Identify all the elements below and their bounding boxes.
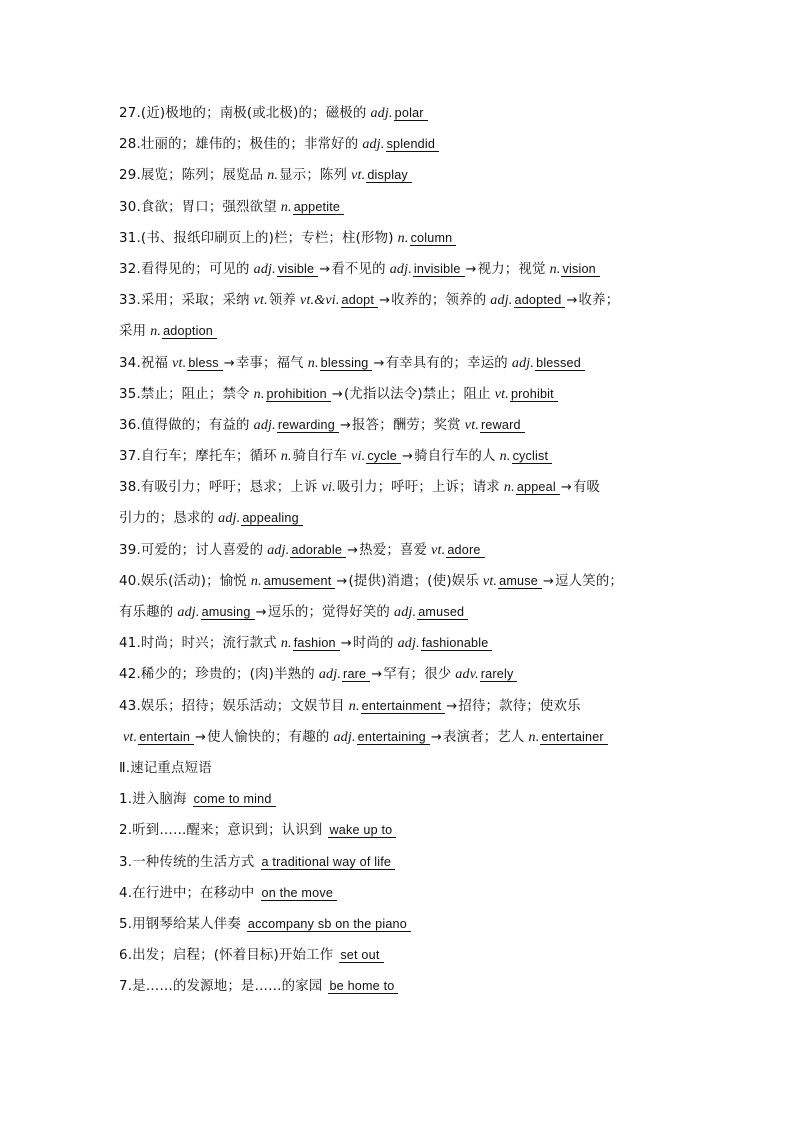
- word-entry-line: [119, 348, 679, 379]
- arrow-icon: →: [223, 355, 235, 371]
- part-of-speech-label: n.: [549, 261, 561, 277]
- chinese-definition: 是……的发源地；是……的家园: [132, 979, 323, 995]
- part-of-speech-label: adj.: [397, 636, 420, 652]
- answer-word: entertain: [138, 730, 194, 745]
- answer-word: cycle: [366, 449, 401, 464]
- part-of-speech-label: vt.: [482, 573, 498, 589]
- word-entry-line: [119, 379, 679, 410]
- entry-number: 31.: [119, 230, 141, 246]
- entry-number: 34.: [119, 355, 141, 371]
- answer-word: amusement: [263, 574, 336, 589]
- answer-word: appetite: [293, 200, 344, 215]
- word-entry-line: [119, 254, 679, 285]
- chinese-definition: 稀少的；珍贵的；(肉)半熟的: [140, 667, 315, 683]
- chinese-definition: 出发；启程；(怀着目标)开始工作: [132, 948, 334, 964]
- part-of-speech-label: n.: [150, 324, 162, 340]
- chinese-definition: 表演者；艺人: [442, 729, 525, 745]
- part-of-speech-label: adj.: [362, 137, 385, 153]
- answer-word: entertaining: [357, 730, 430, 745]
- answer-word: adopt: [341, 293, 379, 308]
- entry-number: 39.: [119, 542, 141, 558]
- arrow-icon: →: [336, 573, 348, 589]
- word-entry-line: [119, 129, 679, 160]
- word-items: [119, 98, 679, 753]
- chinese-definition: 值得做的；有益的: [140, 417, 250, 433]
- arrow-icon: →: [430, 729, 442, 745]
- word-entry-line: [119, 628, 679, 659]
- chinese-definition: 幸事；福气: [235, 355, 304, 371]
- entry-number: 5.: [119, 916, 133, 932]
- chinese-definition: 逗人笑的；: [555, 573, 623, 589]
- arrow-icon: →: [371, 667, 383, 683]
- entry-number: 7.: [119, 979, 133, 995]
- answer-phrase: on the move: [261, 886, 338, 901]
- part-of-speech-label: n.: [528, 729, 540, 745]
- arrow-icon: →: [195, 729, 207, 745]
- part-of-speech-label: n.: [348, 698, 360, 714]
- part-of-speech-label: n.: [267, 168, 279, 184]
- part-of-speech-label: n.: [280, 449, 292, 465]
- chinese-definition: 时尚的: [352, 636, 394, 652]
- answer-word: column: [410, 231, 457, 246]
- entry-number: 1.: [119, 792, 133, 808]
- phrase-entry-line: [119, 878, 679, 909]
- part-of-speech-label: adj.: [253, 417, 276, 433]
- answer-word: rare: [342, 667, 370, 682]
- answer-word: rarely: [480, 667, 518, 682]
- answer-word: adorable: [290, 543, 346, 558]
- part-of-speech-label: adj.: [253, 261, 276, 277]
- answer-word: reward: [480, 418, 525, 433]
- answer-phrase: wake up to: [328, 823, 396, 838]
- part-of-speech-label: adj.: [267, 542, 290, 558]
- entry-number: 42.: [119, 667, 141, 683]
- phrase-entry-line: [119, 847, 679, 878]
- part-of-speech-label: n.: [503, 480, 515, 496]
- chinese-definition: 视力；视觉: [477, 261, 546, 277]
- chinese-definition: 可爱的；讨人喜爱的: [140, 542, 264, 558]
- chinese-definition: 听到……醒来；意识到；认识到: [132, 823, 323, 839]
- chinese-definition: 引力的；恳求的: [119, 511, 215, 527]
- chinese-definition: 吸引力；呼吁；上诉；请求: [336, 480, 500, 496]
- part-of-speech-label: n.: [307, 355, 319, 371]
- word-entry-line: [119, 503, 679, 534]
- answer-word: polar: [394, 106, 428, 121]
- word-entry-line: [119, 285, 679, 316]
- entry-number: 41.: [119, 636, 141, 652]
- chinese-definition: 招待；款待；使欢乐: [458, 698, 581, 714]
- word-entry-line: [119, 535, 679, 566]
- entry-number: 30.: [119, 199, 141, 215]
- answer-word: entertainment: [361, 699, 446, 714]
- chinese-definition: 娱乐(活动)；愉悦: [140, 573, 247, 589]
- answer-word: fashionable: [421, 636, 493, 651]
- chinese-definition: 娱乐；招待；娱乐活动；文娱节目: [140, 698, 345, 714]
- part-of-speech-label: adj.: [333, 729, 356, 745]
- answer-word: rewarding: [277, 418, 339, 433]
- part-of-speech-label: adj.: [511, 355, 535, 371]
- chinese-definition: (书、报纸印刷页上的)栏；专栏；柱(形物): [140, 230, 394, 246]
- chinese-definition: 罕有；很少: [383, 667, 452, 683]
- answer-word: adopted: [514, 293, 566, 308]
- chinese-definition: 看得见的；可见的: [140, 261, 250, 277]
- part-of-speech-label: n.: [280, 199, 292, 215]
- entry-number: 35.: [119, 386, 141, 402]
- chinese-definition: 骑自行车的人: [414, 449, 496, 465]
- arrow-icon: →: [560, 480, 572, 496]
- word-entry-line: [119, 223, 679, 254]
- chinese-definition: 时尚；时兴；流行款式: [140, 636, 277, 652]
- arrow-icon: →: [566, 293, 578, 309]
- part-of-speech-label: vt.: [123, 729, 138, 745]
- part-of-speech-label: adj.: [394, 605, 417, 620]
- answer-phrase: set out: [339, 948, 383, 963]
- chinese-definition: (提供)消遣；(使)娱乐: [348, 573, 479, 589]
- part-of-speech-label: n.: [280, 636, 292, 652]
- chinese-definition: 采用；采取；采纳: [140, 293, 250, 309]
- part-of-speech-label: adj.: [218, 511, 241, 527]
- answer-word: invisible: [413, 262, 465, 277]
- answer-phrase: be home to: [328, 979, 398, 994]
- chinese-definition: 逗乐的；觉得好笑的: [267, 605, 391, 620]
- part-of-speech-label: vi.: [321, 480, 336, 496]
- chinese-definition: 报答；酬劳；奖赏: [352, 417, 461, 433]
- chinese-definition: 自行车；摩托车；循环: [140, 449, 277, 465]
- arrow-icon: →: [542, 573, 555, 589]
- phrase-entry-line: [119, 971, 679, 1002]
- answer-word: appealing: [241, 511, 302, 526]
- part-of-speech-label: adj.: [389, 261, 412, 277]
- chinese-definition: 使人愉快的；有趣的: [207, 729, 330, 745]
- arrow-icon: →: [402, 449, 414, 465]
- answer-word: entertainer: [540, 730, 607, 745]
- part-of-speech-label: vt.: [253, 293, 268, 309]
- part-of-speech-label: adj.: [490, 293, 513, 309]
- chinese-definition: 领养: [268, 293, 297, 309]
- word-entry-line: [119, 691, 679, 722]
- answer-phrase: come to mind: [193, 792, 276, 807]
- answer-word: amused: [417, 605, 468, 620]
- answer-word: adore: [446, 543, 484, 558]
- chinese-definition: 热爱；喜爱: [359, 542, 428, 558]
- part-of-speech-label: adj.: [370, 106, 393, 121]
- answer-word: adoption: [162, 324, 217, 339]
- word-entry-line: [119, 410, 679, 441]
- part-of-speech-label: vt.: [464, 417, 479, 433]
- chinese-definition: 有吸: [572, 480, 601, 496]
- word-entry-line: [119, 441, 679, 472]
- part-of-speech-label: vt.: [431, 542, 446, 558]
- word-entry-line: [119, 160, 679, 191]
- arrow-icon: →: [379, 293, 391, 309]
- answer-word: amusing: [201, 605, 255, 620]
- answer-word: prohibition: [266, 387, 331, 402]
- answer-word: vision: [561, 262, 599, 277]
- chinese-definition: 在行进中；在移动中: [132, 885, 255, 901]
- entry-number: 2.: [119, 823, 133, 839]
- chinese-definition: 进入脑海: [132, 792, 187, 808]
- answer-word: prohibit: [510, 387, 558, 402]
- entry-number: 37.: [119, 449, 141, 465]
- arrow-icon: →: [465, 261, 477, 277]
- chinese-definition: 禁止；阻止；禁令: [140, 386, 250, 402]
- chinese-definition: 食欲；胃口；强烈欲望: [140, 199, 277, 215]
- entry-number: 28.: [119, 137, 141, 153]
- chinese-definition: 骑自行车: [292, 449, 348, 465]
- entry-number: 6.: [119, 948, 133, 964]
- part-of-speech-label: vt.: [172, 355, 187, 371]
- part-of-speech-label: vi.: [351, 449, 366, 465]
- part-of-speech-label: n.: [397, 230, 409, 246]
- answer-word: blessed: [535, 356, 585, 371]
- section-title: Ⅱ.速记重点短语: [119, 760, 212, 776]
- answer-word: amuse: [498, 574, 542, 589]
- chinese-definition: 有幸具有的；幸运的: [385, 355, 508, 371]
- entry-number: 4.: [119, 885, 133, 901]
- answer-phrase: accompany sb on the piano: [247, 917, 411, 932]
- part-of-speech-label: vt.: [494, 386, 509, 402]
- arrow-icon: →: [255, 605, 267, 620]
- chinese-definition: 收养；: [578, 293, 620, 309]
- word-entry-line: [119, 472, 679, 503]
- vocabulary-list: [119, 98, 679, 1002]
- part-of-speech-label: n.: [253, 386, 265, 402]
- arrow-icon: →: [319, 261, 331, 277]
- entry-number: 40.: [119, 573, 141, 589]
- phrase-items: [119, 784, 679, 1002]
- chinese-definition: 看不见的: [331, 261, 386, 277]
- entry-number: 43.: [119, 698, 141, 714]
- entry-number: 3.: [119, 854, 133, 870]
- phrase-entry-line: [119, 784, 679, 815]
- chinese-definition: 有乐趣的: [119, 605, 174, 620]
- chinese-definition: 显示；陈列: [279, 168, 348, 184]
- answer-phrase: a traditional way of life: [261, 855, 396, 870]
- word-entry-line: [119, 659, 679, 690]
- arrow-icon: →: [446, 698, 458, 714]
- word-entry-line: [119, 597, 679, 628]
- phrase-entry-line: [119, 909, 679, 940]
- entry-number: 38.: [119, 480, 141, 496]
- part-of-speech-label: n.: [499, 449, 511, 465]
- chinese-definition: 采用: [119, 324, 147, 340]
- entry-number: 27.: [119, 106, 141, 121]
- answer-word: cyclist: [512, 449, 553, 464]
- answer-word: blessing: [320, 356, 373, 371]
- chinese-definition: 用钢琴给某人伴奏: [132, 916, 241, 932]
- arrow-icon: →: [339, 417, 352, 433]
- chinese-definition: 一种传统的生活方式: [132, 854, 255, 870]
- word-entry-line: [119, 192, 679, 223]
- chinese-definition: 祝福: [140, 355, 169, 371]
- entry-number: 36.: [119, 417, 141, 433]
- part-of-speech-label: adj.: [318, 667, 342, 683]
- word-entry-line: [119, 566, 679, 597]
- part-of-speech-label: vt.&vi.: [300, 293, 340, 309]
- chinese-definition: 壮丽的；雄伟的；极佳的；非常好的: [140, 137, 359, 153]
- arrow-icon: →: [340, 636, 352, 652]
- phrase-entry-line: [119, 940, 679, 971]
- phrase-entry-line: [119, 815, 679, 846]
- arrow-icon: →: [373, 355, 385, 371]
- arrow-icon: →: [331, 386, 343, 402]
- chinese-definition: 收养的；领养的: [391, 293, 487, 309]
- part-of-speech-label: vt.: [351, 168, 366, 184]
- answer-word: appeal: [516, 480, 560, 495]
- answer-word: display: [366, 168, 412, 183]
- answer-word: bless: [187, 356, 222, 371]
- word-entry-line: [119, 316, 679, 347]
- part-of-speech-label: adv.: [455, 667, 479, 683]
- chinese-definition: (尤指以法令)禁止；阻止: [343, 386, 491, 402]
- arrow-icon: →: [347, 542, 359, 558]
- chinese-definition: 展览；陈列；展览品: [140, 168, 264, 184]
- entry-number: 33.: [119, 293, 141, 309]
- part-of-speech-label: n.: [250, 573, 262, 589]
- part-of-speech-label: adj.: [177, 605, 200, 620]
- word-entry-line: [119, 722, 679, 753]
- chinese-definition: (近)极地的；南极(或北极)的；磁极的: [140, 106, 367, 121]
- answer-word: visible: [277, 262, 318, 277]
- entry-number: 29.: [119, 168, 141, 184]
- chinese-definition: 有吸引力；呼吁；恳求；上诉: [140, 480, 318, 496]
- entry-number: 32.: [119, 261, 141, 277]
- answer-word: fashion: [293, 636, 340, 651]
- answer-word: splendid: [386, 137, 440, 152]
- word-entry-line: [119, 98, 679, 129]
